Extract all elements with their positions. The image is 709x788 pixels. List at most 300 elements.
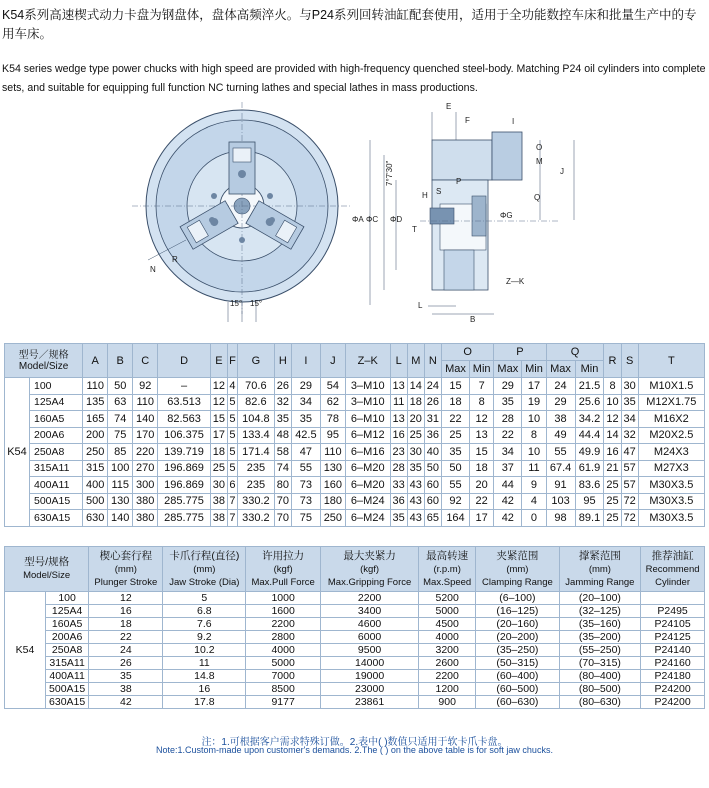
- cell-a: 200: [83, 427, 108, 444]
- table-row: [5, 670, 705, 683]
- cell-omax: 18: [441, 394, 469, 411]
- cell-b: 50: [108, 378, 133, 395]
- cell-pmin: 0: [522, 510, 546, 527]
- cell-pmax: 42: [494, 510, 522, 527]
- perf-header-unit: Recommend: [645, 563, 700, 575]
- cell-f: 4: [227, 378, 237, 395]
- cell-pmax: 42: [494, 493, 522, 510]
- cell-f: 5: [227, 411, 237, 428]
- cell-d: 139.719: [158, 444, 211, 461]
- cell-l: 35: [390, 510, 407, 527]
- cell-c: 170: [133, 427, 158, 444]
- header-d: D: [158, 344, 211, 378]
- header-zk: Z–K: [345, 344, 390, 378]
- cell-omax: 35: [441, 444, 469, 461]
- cell-c: 110: [133, 394, 158, 411]
- cell-i: 42.5: [291, 427, 320, 444]
- cell-l: 33: [390, 477, 407, 494]
- cell-g: 171.4: [237, 444, 274, 461]
- cell-t: M20X2.5: [638, 427, 704, 444]
- cell-n: 60: [424, 493, 441, 510]
- cell-s: 57: [621, 460, 638, 477]
- perf-header-en: Model/Size: [23, 570, 71, 581]
- model-cell: 500A15: [46, 683, 89, 696]
- cell-m: 43: [407, 477, 424, 494]
- cell-s: 47: [621, 444, 638, 461]
- header-f: F: [227, 344, 237, 378]
- angle-label-left: 15°: [230, 299, 243, 308]
- header-q: Q: [546, 344, 604, 361]
- cell-r: 8: [604, 378, 621, 395]
- model-cell: 250A8: [46, 644, 89, 657]
- cell-omin: 22: [470, 493, 494, 510]
- cell-t: M24X3: [638, 444, 704, 461]
- header-g: G: [237, 344, 274, 378]
- perf-cell: 17.8: [163, 696, 246, 709]
- cell-omax: 92: [441, 493, 469, 510]
- cell-f: 5: [227, 460, 237, 477]
- perf-cell: (50–315): [476, 657, 559, 670]
- perf-cell: 5000: [419, 605, 476, 618]
- perf-cell: (20–200): [476, 631, 559, 644]
- perf-cell: 14.8: [163, 670, 246, 683]
- perf-cell: (16–125): [476, 605, 559, 618]
- header-o-min: Min: [470, 361, 494, 378]
- cell-a: 135: [83, 394, 108, 411]
- perf-cell: 2600: [419, 657, 476, 670]
- cell-e: 18: [210, 444, 227, 461]
- perf-header-en: Clamping Range: [482, 576, 553, 588]
- perf-header-8: [641, 547, 705, 592]
- perf-cell: (55–250): [559, 644, 641, 657]
- cell-pmin: 17: [522, 378, 546, 395]
- perf-cell: 3200: [419, 644, 476, 657]
- perf-header-4: [321, 547, 419, 592]
- chuck-side-view: [352, 102, 574, 324]
- cell-pmax: 29: [494, 378, 522, 395]
- model-cell: 630A15: [30, 510, 83, 527]
- technical-drawing: [0, 100, 709, 340]
- header-p-max: Max: [494, 361, 522, 378]
- header-h: H: [274, 344, 291, 378]
- series-label: K54: [5, 592, 46, 709]
- spec-table-dimensions: [4, 343, 705, 527]
- cell-pmin: 9: [522, 477, 546, 494]
- perf-cell: 4000: [419, 631, 476, 644]
- cell-b: 85: [108, 444, 133, 461]
- cell-l: 13: [390, 378, 407, 395]
- perf-cell: 26: [89, 657, 163, 670]
- perf-cell: 35: [89, 670, 163, 683]
- cell-s: 72: [621, 493, 638, 510]
- side-label-i: I: [512, 117, 515, 126]
- cell-i: 55: [291, 460, 320, 477]
- perf-cell: 19000: [321, 670, 419, 683]
- perf-cell: 4500: [419, 618, 476, 631]
- cell-s: 57: [621, 477, 638, 494]
- perf-cell: 10.2: [163, 644, 246, 657]
- spec-table-performance-body: [5, 592, 705, 709]
- cell-zk: 6–M16: [345, 444, 390, 461]
- cell-b: 74: [108, 411, 133, 428]
- cell-omin: 12: [470, 411, 494, 428]
- cell-zk: 3–M10: [345, 394, 390, 411]
- table-row: [5, 411, 705, 428]
- cell-n: 26: [424, 394, 441, 411]
- cell-omin: 15: [470, 444, 494, 461]
- cell-a: 110: [83, 378, 108, 395]
- header-b: B: [108, 344, 133, 378]
- perf-cell: P24105: [641, 618, 705, 631]
- cell-s: 34: [621, 411, 638, 428]
- side-label-a: ΦA: [352, 215, 364, 224]
- cell-s: 30: [621, 378, 638, 395]
- perf-header-cn: 最高转速: [426, 549, 469, 562]
- cell-n: 65: [424, 510, 441, 527]
- cell-r: 25: [604, 493, 621, 510]
- cell-s: 32: [621, 427, 638, 444]
- perf-header-en: Plunger Stroke: [94, 576, 158, 588]
- cell-omax: 50: [441, 460, 469, 477]
- cell-j: 54: [320, 378, 345, 395]
- cell-omax: 164: [441, 510, 469, 527]
- cell-i: 29: [291, 378, 320, 395]
- perf-cell: 6.8: [163, 605, 246, 618]
- perf-cell: (80–500): [559, 683, 641, 696]
- header-o-max: Max: [441, 361, 469, 378]
- header-o: O: [441, 344, 493, 361]
- header-q-max: Max: [546, 361, 575, 378]
- cell-omax: 22: [441, 411, 469, 428]
- model-cell: 630A15: [46, 696, 89, 709]
- perf-header-cn: 最大夹紧力: [343, 549, 396, 562]
- cell-i: 73: [291, 477, 320, 494]
- header-m: M: [407, 344, 424, 378]
- cell-h: 35: [274, 411, 291, 428]
- perf-header-7: [559, 547, 641, 592]
- cell-e: 12: [210, 378, 227, 395]
- side-label-f: F: [465, 116, 470, 125]
- cell-a: 630: [83, 510, 108, 527]
- perf-cell: 16: [163, 683, 246, 696]
- perf-header-en: Max.Speed: [423, 576, 472, 588]
- perf-cell: [641, 592, 705, 605]
- side-label-b: B: [470, 315, 476, 324]
- perf-header-unit: (kgf): [273, 563, 293, 575]
- cell-s: 35: [621, 394, 638, 411]
- cell-i: 47: [291, 444, 320, 461]
- cell-e: 12: [210, 394, 227, 411]
- cell-e: 15: [210, 411, 227, 428]
- cell-qmin: 83.6: [575, 477, 604, 494]
- cell-qmin: 89.1: [575, 510, 604, 527]
- cell-r: 12: [604, 411, 621, 428]
- header-e: E: [210, 344, 227, 378]
- cell-qmax: 91: [546, 477, 575, 494]
- perf-cell: 9500: [321, 644, 419, 657]
- cell-b: 130: [108, 493, 133, 510]
- table-row: [5, 696, 705, 709]
- perf-cell: 14000: [321, 657, 419, 670]
- cell-t: M27X3: [638, 460, 704, 477]
- side-label-g: ΦG: [500, 211, 513, 220]
- cell-h: 74: [274, 460, 291, 477]
- cell-g: 82.6: [237, 394, 274, 411]
- cell-c: 270: [133, 460, 158, 477]
- cell-a: 500: [83, 493, 108, 510]
- cell-qmax: 24: [546, 378, 575, 395]
- table-row: [5, 683, 705, 696]
- cell-h: 70: [274, 510, 291, 527]
- cell-f: 5: [227, 394, 237, 411]
- cell-zk: 6–M24: [345, 493, 390, 510]
- cell-omin: 8: [470, 394, 494, 411]
- perf-header-unit: (mm): [193, 563, 216, 575]
- cell-pmax: 28: [494, 411, 522, 428]
- perf-cell: 2200: [246, 618, 321, 631]
- perf-header-en: Max.Pull Force: [251, 576, 315, 588]
- side-label-h: H: [422, 191, 428, 200]
- cell-zk: 6–M24: [345, 510, 390, 527]
- header-t: T: [638, 344, 704, 378]
- spec-table-dimensions-body: [5, 378, 705, 527]
- cell-pmax: 34: [494, 444, 522, 461]
- perf-header-cn: 许用拉力: [262, 549, 305, 562]
- cell-m: 18: [407, 394, 424, 411]
- perf-header-unit: (kgf): [360, 563, 380, 575]
- cell-b: 140: [108, 510, 133, 527]
- cell-t: M30X3.5: [638, 493, 704, 510]
- cell-a: 165: [83, 411, 108, 428]
- perf-header-en: Jamming Range: [565, 576, 635, 588]
- cell-omax: 55: [441, 477, 469, 494]
- cell-f: 5: [227, 444, 237, 461]
- cell-c: 380: [133, 510, 158, 527]
- cell-f: 7: [227, 510, 237, 527]
- cell-c: 380: [133, 493, 158, 510]
- header-model: 型号／规格 Model/Size: [5, 344, 83, 378]
- cell-b: 115: [108, 477, 133, 494]
- cell-s: 72: [621, 510, 638, 527]
- model-cell: 100: [46, 592, 89, 605]
- cell-f: 6: [227, 477, 237, 494]
- perf-header-cn: 撑紧范围: [578, 549, 621, 562]
- cell-l: 36: [390, 493, 407, 510]
- perf-cell: 7000: [246, 670, 321, 683]
- cell-i: 34: [291, 394, 320, 411]
- cell-g: 70.6: [237, 378, 274, 395]
- cell-f: 5: [227, 427, 237, 444]
- cell-e: 30: [210, 477, 227, 494]
- cell-omin: 13: [470, 427, 494, 444]
- model-cell: 315A11: [46, 657, 89, 670]
- cell-e: 38: [210, 493, 227, 510]
- perf-cell: (60–400): [476, 670, 559, 683]
- cell-n: 60: [424, 477, 441, 494]
- perf-cell: P24125: [641, 631, 705, 644]
- cell-e: 25: [210, 460, 227, 477]
- cell-g: 235: [237, 477, 274, 494]
- perf-header-6: [476, 547, 559, 592]
- header-a: A: [83, 344, 108, 378]
- cell-c: 220: [133, 444, 158, 461]
- perf-cell: 4000: [246, 644, 321, 657]
- perf-cell: 11: [163, 657, 246, 670]
- cell-e: 17: [210, 427, 227, 444]
- side-label-j: J: [560, 167, 564, 176]
- cell-d: 196.869: [158, 477, 211, 494]
- perf-cell: 8500: [246, 683, 321, 696]
- cell-r: 16: [604, 444, 621, 461]
- intro-chinese: K54系列高速楔式动力卡盘为钢盘体，盘体高频淬火。与P24系列回转油缸配套使用，适用于全功能数控车床和批量生产中的专用车床。: [2, 8, 697, 41]
- model-cell: 200A6: [30, 427, 83, 444]
- cell-n: 36: [424, 427, 441, 444]
- model-cell: 250A8: [30, 444, 83, 461]
- perf-cell: P24200: [641, 683, 705, 696]
- perf-cell: (35–250): [476, 644, 559, 657]
- perf-header-3: [246, 547, 321, 592]
- side-label-o: O: [536, 143, 543, 152]
- perf-cell: 38: [89, 683, 163, 696]
- note-chinese: 注：1.可根据客户需求特殊订做。2.表中( )数值只适用于软卡爪卡盘。: [201, 737, 508, 748]
- perf-header-cn: 夹紧范围: [496, 549, 539, 562]
- perf-cell: (70–315): [559, 657, 641, 670]
- perf-header-unit: (mm): [114, 563, 137, 575]
- perf-cell: 6000: [321, 631, 419, 644]
- cell-j: 130: [320, 460, 345, 477]
- side-label-s: S: [436, 187, 442, 196]
- side-label-e: E: [446, 102, 452, 111]
- series-label: K54: [5, 378, 30, 527]
- cell-t: M30X3.5: [638, 510, 704, 527]
- cell-i: 73: [291, 493, 320, 510]
- perf-cell: 2200: [321, 592, 419, 605]
- cell-a: 400: [83, 477, 108, 494]
- header-j: J: [320, 344, 345, 378]
- header-s: S: [621, 344, 638, 378]
- perf-cell: (20–100): [559, 592, 641, 605]
- perf-cell: (6–100): [476, 592, 559, 605]
- perf-cell: (35–160): [559, 618, 641, 631]
- cell-qmax: 103: [546, 493, 575, 510]
- cell-omin: 17: [470, 510, 494, 527]
- cell-pmax: 35: [494, 394, 522, 411]
- perf-header-unit: (mm): [588, 563, 611, 575]
- perf-cell: 5000: [246, 657, 321, 670]
- angle-label-right: 15°: [250, 299, 263, 308]
- perf-cell: 9177: [246, 696, 321, 709]
- table-row: [5, 477, 705, 494]
- header-p-min: Min: [522, 361, 546, 378]
- cell-b: 100: [108, 460, 133, 477]
- perf-cell: (60–630): [476, 696, 559, 709]
- cell-zk: 6–M12: [345, 427, 390, 444]
- cell-l: 11: [390, 394, 407, 411]
- cell-h: 58: [274, 444, 291, 461]
- header-i: I: [291, 344, 320, 378]
- intro-english: K54 series wedge type power chucks with high speed are provided with high-frequency quenched steel-body. Matching P24 oil cylinders into complete sets, and suitable for equipping full function NC turning lathes and special lathes in mass productions.: [2, 63, 706, 94]
- perf-header-2: [163, 547, 246, 592]
- cell-l: 16: [390, 427, 407, 444]
- cell-omin: 20: [470, 477, 494, 494]
- cell-zk: 3–M10: [345, 378, 390, 395]
- cell-m: 14: [407, 378, 424, 395]
- perf-cell: 18: [89, 618, 163, 631]
- cell-t: M30X3.5: [638, 477, 704, 494]
- header-n: N: [424, 344, 441, 378]
- cell-zk: 6–M20: [345, 460, 390, 477]
- header-l: L: [390, 344, 407, 378]
- perf-header-0: [5, 547, 89, 592]
- front-label-r: R: [172, 255, 178, 264]
- cell-qmin: 49.9: [575, 444, 604, 461]
- chuck-front-view: [132, 102, 352, 322]
- perf-header-en: Jaw Stroke (Dia): [169, 576, 240, 588]
- table-row: [5, 394, 705, 411]
- perf-cell: (60–500): [476, 683, 559, 696]
- perf-cell: 9.2: [163, 631, 246, 644]
- cell-d: –: [158, 378, 211, 395]
- perf-cell: 2800: [246, 631, 321, 644]
- cell-l: 23: [390, 444, 407, 461]
- cell-t: M12X1.75: [638, 394, 704, 411]
- cell-omin: 7: [470, 378, 494, 395]
- cell-m: 35: [407, 460, 424, 477]
- cell-qmin: 95: [575, 493, 604, 510]
- cell-b: 75: [108, 427, 133, 444]
- header-p: P: [494, 344, 546, 361]
- perf-header-en: Cylinder: [655, 576, 691, 588]
- cell-pmin: 4: [522, 493, 546, 510]
- cell-a: 315: [83, 460, 108, 477]
- cell-n: 24: [424, 378, 441, 395]
- model-cell: 160A5: [30, 411, 83, 428]
- cell-pmax: 44: [494, 477, 522, 494]
- cell-qmin: 34.2: [575, 411, 604, 428]
- perf-cell: 23000: [321, 683, 419, 696]
- cell-omax: 15: [441, 378, 469, 395]
- table-row: [5, 427, 705, 444]
- note-english: Note:1.Custom-made upon customer's demands. 2.The ( ) on the above table is for soft jaw chucks.: [156, 745, 553, 755]
- side-label-angle: 7°7'30": [385, 160, 394, 186]
- model-cell: 160A5: [46, 618, 89, 631]
- cell-c: 92: [133, 378, 158, 395]
- cell-d: 285.775: [158, 510, 211, 527]
- cell-r: 21: [604, 460, 621, 477]
- cell-qmin: 25.6: [575, 394, 604, 411]
- cell-j: 78: [320, 411, 345, 428]
- model-cell: 315A11: [30, 460, 83, 477]
- cell-zk: 6–M10: [345, 411, 390, 428]
- model-cell: 500A15: [30, 493, 83, 510]
- cell-j: 110: [320, 444, 345, 461]
- cell-j: 160: [320, 477, 345, 494]
- table-row: [5, 378, 705, 395]
- cell-d: 196.869: [158, 460, 211, 477]
- cell-qmax: 67.4: [546, 460, 575, 477]
- perf-header-cn: 卡爪行程(直径): [169, 549, 240, 562]
- cell-qmin: 61.9: [575, 460, 604, 477]
- header-r: R: [604, 344, 621, 378]
- cell-h: 32: [274, 394, 291, 411]
- cell-t: M16X2: [638, 411, 704, 428]
- perf-cell: 2200: [419, 670, 476, 683]
- cell-h: 48: [274, 427, 291, 444]
- cell-j: 250: [320, 510, 345, 527]
- perf-cell: 4600: [321, 618, 419, 631]
- side-label-q: Q: [534, 193, 541, 202]
- front-label-n: N: [150, 265, 156, 274]
